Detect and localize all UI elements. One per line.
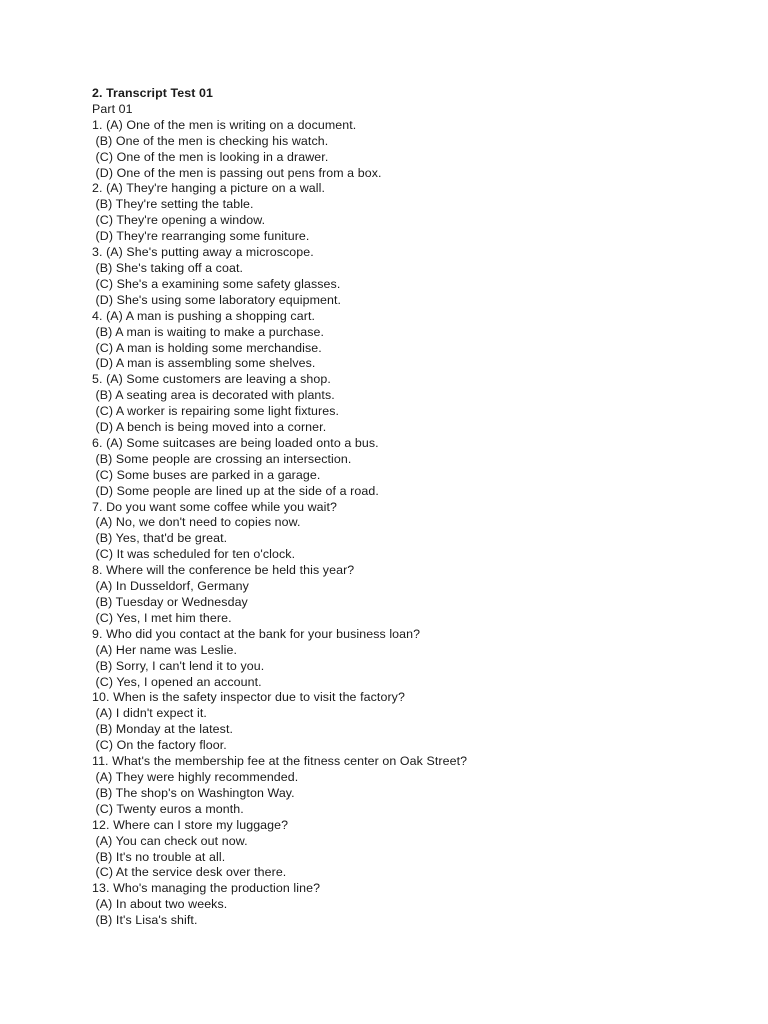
transcript-line: 4. (A) A man is pushing a shopping cart. — [92, 308, 316, 323]
transcript-line: (A) No, we don't need to copies now. — [92, 515, 301, 530]
transcript-line: (D) A bench is being moved into a corner. — [92, 420, 327, 435]
transcript-line: (C) She's a examining some safety glasses. — [92, 276, 341, 291]
transcript-line: (C) One of the men is looking in a drawer. — [92, 149, 329, 164]
transcript-line: 1. (A) One of the men is writing on a document. — [92, 117, 357, 132]
transcript-line: (B) It's Lisa's shift. — [92, 913, 198, 928]
transcript-line: (B) A man is waiting to make a purchase. — [92, 324, 325, 339]
transcript-line: (C) A man is holding some merchandise. — [92, 340, 322, 355]
transcript-line: (B) She's taking off a coat. — [92, 260, 244, 275]
transcript-document — [92, 86, 752, 929]
transcript-line: (C) Some buses are parked in a garage. — [92, 467, 321, 482]
transcript-line: (D) They're rearranging some funiture. — [92, 229, 310, 244]
transcript-line: (C) Twenty euros a month. — [92, 801, 244, 816]
transcript-line: (D) She's using some laboratory equipment. — [92, 292, 342, 307]
transcript-line: (A) In about two weeks. — [92, 897, 228, 912]
transcript-line: (D) A man is assembling some shelves. — [92, 356, 316, 371]
transcript-line: (A) You can check out now. — [92, 833, 248, 848]
transcript-line: (D) One of the men is passing out pens from a box. — [92, 165, 382, 180]
transcript-line: (B) The shop's on Washington Way. — [92, 785, 295, 800]
transcript-line: (C) At the service desk over there. — [92, 865, 287, 880]
transcript-line: (C) Yes, I met him there. — [92, 610, 232, 625]
transcript-line: 2. (A) They're hanging a picture on a wall. — [92, 181, 326, 196]
transcript-line: (C) A worker is repairing some light fixtures. — [92, 404, 340, 419]
transcript-lines — [92, 118, 752, 929]
transcript-line: (A) They were highly recommended. — [92, 769, 299, 784]
transcript-line: 8. Where will the conference be held this year? — [92, 563, 355, 578]
transcript-line: (B) Yes, that'd be great. — [92, 531, 228, 546]
transcript-line: (B) They're setting the table. — [92, 197, 254, 212]
transcript-line: (A) Her name was Leslie. — [92, 642, 238, 657]
transcript-line: (B) Monday at the latest. — [92, 722, 234, 737]
transcript-line: (D) Some people are lined up at the side of a road. — [92, 483, 379, 498]
transcript-line: (C) They're opening a window. — [92, 213, 266, 228]
document-title: 2. Transcript Test 01 — [92, 86, 214, 100]
transcript-line: (C) Yes, I opened an account. — [92, 674, 262, 689]
transcript-line: 3. (A) She's putting away a microscope. — [92, 245, 314, 260]
transcript-line: (B) Sorry, I can't lend it to you. — [92, 658, 265, 673]
transcript-line: 9. Who did you contact at the bank for your business loan? — [92, 626, 421, 641]
transcript-line: (C) On the factory floor. — [92, 738, 227, 753]
transcript-line: (B) It's no trouble at all. — [92, 849, 226, 864]
transcript-line: (B) A seating area is decorated with plants. — [92, 388, 335, 403]
transcript-line: (A) In Dusseldorf, Germany — [92, 579, 249, 594]
transcript-line: 6. (A) Some suitcases are being loaded onto a bus. — [92, 435, 379, 450]
transcript-line: (C) It was scheduled for ten o'clock. — [92, 547, 296, 562]
transcript-line: 12. Where can I store my luggage? — [92, 817, 289, 832]
transcript-line: (B) One of the men is checking his watch. — [92, 133, 329, 148]
transcript-line: (A) I didn't expect it. — [92, 706, 207, 721]
transcript-line: 5. (A) Some customers are leaving a shop. — [92, 372, 331, 387]
transcript-line: 10. When is the safety inspector due to visit the factory? — [92, 690, 405, 705]
transcript-line: (B) Some people are crossing an intersection. — [92, 451, 352, 466]
transcript-line: 11. What's the membership fee at the fitness center on Oak Street? — [92, 754, 468, 769]
part-heading: Part 01 — [92, 101, 133, 116]
transcript-line: (B) Tuesday or Wednesday — [92, 595, 248, 609]
transcript-line: 7. Do you want some coffee while you wait? — [92, 499, 338, 514]
transcript-line: 13. Who's managing the production line? — [92, 881, 321, 896]
